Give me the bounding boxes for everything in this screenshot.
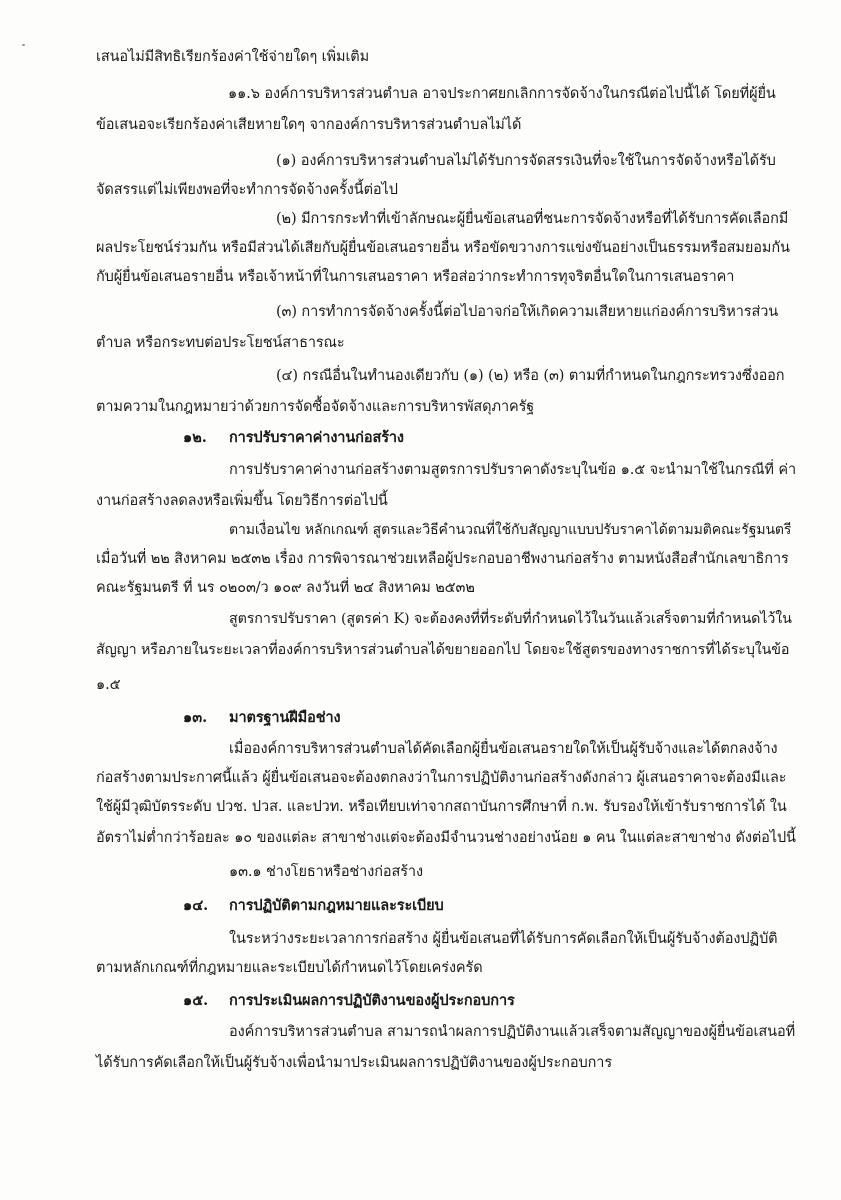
section-number: ๑๕. <box>183 992 209 1009</box>
text-line: ๑๑.๖ องค์การบริหารส่วนตำบล อาจประกาศยกเลิกการจัดจ้างในกรณีต่อไปนี้ได้ โดยที่ผู้ยื่น <box>228 86 776 102</box>
text-line: ผลประโยชน์ร่วมกัน หรือมีส่วนได้เสียกับผู้ยื่นข้อเสนอรายอื่น หรือขัดขวางการแข่งขันอย่างเป็นธรรมหรือสมยอมกัน <box>96 240 790 256</box>
text-line: จัดสรรแต่ไม่เพียงพอที่จะทำการจัดจ้างครั้งนี้ต่อไป <box>96 182 398 198</box>
section-heading: การปรับราคาค่างานก่อสร้าง <box>229 429 404 446</box>
text-line: ๑๓.๑ ช่างโยธาหรือช่างก่อสร้าง <box>229 864 423 880</box>
text-line: ข้อเสนอจะเรียกร้องค่าเสียหายใดๆ จากองค์การบริหารส่วนตำบลไม่ได้ <box>96 117 522 133</box>
text-line: อัตราไม่ต่ำกว่าร้อยละ ๑๐ ของแต่ละ สาขาช่างแต่จะต้องมีจำนวนช่างอย่างน้อย ๑ คน ในแต่ละสาขาช่าง ดังต่อไปนี้ <box>96 830 796 846</box>
text-line: คณะรัฐมนตรี ที่ นร ๐๒๐๓/ว ๑๐๙ ลงวันที่ ๒๔ สิงหาคม ๒๕๓๒ <box>96 580 475 596</box>
text-line: งานก่อสร้างลดลงหรือเพิ่มขึ้น โดยวิธีการต่อไปนี้ <box>96 493 388 509</box>
section-heading: การปฏิบัติตามกฎหมายและระเบียบ <box>229 897 444 914</box>
text-line: เมื่อวันที่ ๒๒ สิงหาคม ๒๕๓๒ เรื่อง การพิจารณาช่วยเหลือผู้ประกอบอาชีพงานก่อสร้าง ตามหนังสือสำนักเลขาธิการ <box>96 551 789 567</box>
text-line: สูตรการปรับราคา (สูตรค่า K) จะต้องคงที่ที่ระดับที่กำหนดไว้ในวันแล้วเสร็จตามที่กำหนดไว้ใน <box>229 611 792 627</box>
text-line: การปรับราคาค่างานก่อสร้างตามสูตรการปรับราคาดังระบุในข้อ ๑.๕ จะนำมาใช้ในกรณีที่ ค่า <box>229 462 797 478</box>
section-number: ๑๒. <box>183 429 207 446</box>
section-number: ๑๓. <box>183 709 208 726</box>
text-line: สัญญา หรือภายในระยะเวลาที่องค์การบริหารส่วนตำบลได้ขยายออกไป โดยจะใช้สูตรของทางราชการที่ได้ระบุในข้อ <box>96 642 790 658</box>
text-line: ตามเงื่อนไข หลักเกณฑ์ สูตรและวิธีคำนวณที่ใช้กับสัญญาแบบปรับราคาได้ตามมติคณะรัฐมนตรี <box>229 522 792 538</box>
text-line: ใช้ผู้มีวุฒิบัตรระดับ ปวช. ปวส. และปวท. หรือเทียบเท่าจากสถาบันการศึกษาที่ ก.พ. รับรองให้เข้ารับราชการได้ ใน <box>96 799 787 815</box>
text-line: (๔) กรณีอื่นในทำนองเดียวกับ (๑) (๒) หรือ (๓) ตามที่กำหนดในกฎกระทรวงซึ่งออก <box>276 368 785 384</box>
text-line: ตามความในกฎหมายว่าด้วยการจัดซื้อจัดจ้างและการบริหารพัสดุภาครัฐ <box>96 399 535 415</box>
text-line: เมื่อองค์การบริหารส่วนตำบลได้คัดเลือกผู้ยื่นข้อเสนอรายใดให้เป็นผู้รับจ้างและได้ตกลงจ้าง <box>229 741 778 757</box>
text-line: เสนอไม่มีสิทธิเรียกร้องค่าใช้จ่ายใดๆ เพิ่มเติม <box>96 49 370 65</box>
text-line: ได้รับการคัดเลือกให้เป็นผู้รับจ้างเพื่อนำมาประเมินผลการปฏิบัติงานของผู้ประกอบการ <box>96 1055 613 1071</box>
text-line: ในระหว่างระยะเวลาการก่อสร้าง ผู้ยื่นข้อเสนอที่ได้รับการคัดเลือกให้เป็นผู้รับจ้างต้องปฏิบัติ <box>229 931 778 947</box>
text-line: องค์การบริหารส่วนตำบล สามารถนำผลการปฏิบัติงานแล้วเสร็จตามสัญญาของผู้ยื่นข้อเสนอที่ <box>229 1024 796 1040</box>
text-line: (๒) มีการกระทำที่เข้าลักษณะผู้ยื่นข้อเสนอที่ชนะการจัดจ้างหรือที่ได้รับการคัดเลือกมี <box>276 211 789 227</box>
text-line: (๓) การทำการจัดจ้างครั้งนี้ต่อไปอาจก่อให้เกิดความเสียหายแก่องค์การบริหารส่วน <box>276 304 779 320</box>
text-line: ๑.๕ <box>96 677 121 693</box>
text-line: ตำบล หรือกระทบต่อประโยชน์สาธารณะ <box>96 335 345 351</box>
section-number: ๑๔. <box>183 897 209 914</box>
text-line: (๑) องค์การบริหารส่วนตำบลไม่ได้รับการจัดสรรเงินที่จะใช้ในการจัดจ้างหรือได้รับ <box>276 153 776 169</box>
section-heading: การประเมินผลการปฏิบัติงานของผู้ประกอบการ <box>229 992 515 1009</box>
scan-speck <box>22 44 25 46</box>
text-line: กับผู้ยื่นข้อเสนอรายอื่น หรือเจ้าหน้าที่ในการเสนอราคา หรือส่อว่ากระทำการทุจริตอื่นใดในการเสนอราคา <box>96 269 735 285</box>
section-heading: มาตรฐานฝีมือช่าง <box>229 709 341 726</box>
text-line: ก่อสร้างตามประกาศนี้แล้ว ผู้ยื่นข้อเสนอจะต้องตกลงว่าในการปฏิบัติงานก่อสร้างดังกล่าว ผู้เสนอราคาจะต้องมีและ <box>96 770 787 786</box>
text-line: ตามหลักเกณฑ์ที่กฎหมายและระเบียบได้กำหนดไว้โดยเคร่งครัด <box>96 960 483 976</box>
